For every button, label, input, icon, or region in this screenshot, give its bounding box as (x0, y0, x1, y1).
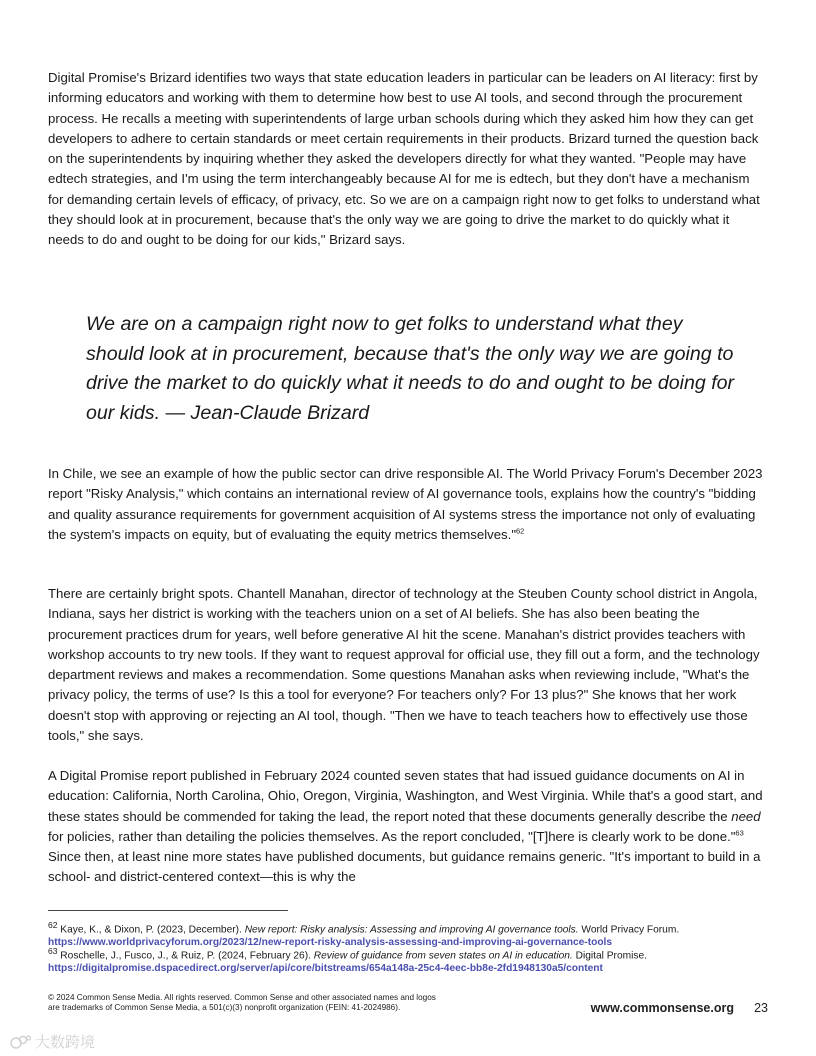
footnote-63 (48, 945, 768, 975)
copyright-notice (48, 993, 528, 1013)
footnote-number: 62 (48, 920, 58, 930)
footnote-title: New report: Risky analysis: Assessing and improving AI governance tools. (244, 924, 579, 936)
paragraph-dp-text-c: Since then, at least nine more states have published documents, but guidance remains generic. "It's important to build in a school- and district-centered context—this is why the (48, 849, 761, 885)
footnote-link-62[interactable]: https://www.worldprivacyforum.org/2023/12/new-report-risky-analysis-assessing-and-improving-ai-governance-tools (48, 936, 613, 948)
watermark (10, 1031, 95, 1052)
footnote-authors: Kaye, K., & Dixon, P. (2023, December). (57, 924, 245, 936)
copyright-line-2: are trademarks of Common Sense Media, a 501(c)(3) nonprofit organization (FEIN: 41-2024986). (48, 1003, 401, 1013)
pull-quote: We are on a campaign right now to get folks to understand what they should look at in procurement, because that's the only way we are going to drive the market to do quickly what it needs to do and ought to be doing for our kids. — Jean-Claude Brizard (86, 313, 735, 424)
footnote-authors: Roschelle, J., Fusco, J., & Ruiz, P. (2024, February 26). (57, 950, 314, 962)
paragraph-chile-text: In Chile, we see an example of how the public sector can drive responsible AI. The World Privacy Forum's December 2023 report "Risky Analysis," which contains an international review of AI governance tools, explains how the country's "bidding and quality assurance requirements for government acquisition of AI systems stress the importance not only of evaluating the system's impacts on equity, but of evaluating the equity metrics themselves." (48, 466, 763, 542)
paragraph-dp-emphasis: need (731, 808, 761, 824)
watermark-logo-icon (10, 1034, 32, 1050)
footer-website-link[interactable]: www.commonsense.org (590, 1001, 734, 1015)
footnote-publisher: Digital Promise. (572, 950, 647, 962)
paragraph-dp-text-b: for policies, rather than detailing the policies themselves. As the report concluded, "[T]here is clearly work to be done." (48, 828, 736, 844)
paragraph-brizard: Digital Promise's Brizard identifies two ways that state education leaders in particular can be leaders on AI literacy: first by informing educators and working with them to determine how best to use AI tools, and second through the procurement process. He recalls a meeting with superintendents of large urban schools during which they asked him how they can get developers to adhere to certain standards or meet certain requirements in their products. Brizard turned the question back on the superintendents by inquiring whether they asked the developers directly for what they wanted. "People may have edtech strategies, and I'm using the term interchangeably because AI for me is edtech, but they don't have a mechanism for demanding certain levels of efficacy, of privacy, etc. So we are on a campaign right now to get folks to understand what they should look at in procurement, because that's the only way we are going to drive the market to do quickly what it needs to do and ought to be doing for our kids," Brizard says. (48, 70, 760, 248)
paragraph-manahan: There are certainly bright spots. Chantell Manahan, director of technology at the Steuben County school district in Angola, Indiana, says her district is working with the teachers union on a set of AI beliefs. She has also been beating the procurement practices drum for years, well before generative AI hit the scene. Manahan's district provides teachers with workshop accounts to try new tools. If they want to request approval for official use, they fill out a form, and the technology department reviews and makes a recommendation. Some questions Manahan asks when reviewing include, "What's the privacy policy, the terms of use? Is this a tool for everyone? For teachers only? For 13 plus?" She knows that her work doesn't stop with approving or rejecting an AI tool, though. "Then we have to teach teachers how to effectively use those tools," she says. (48, 586, 760, 744)
copyright-line-1: © 2024 Common Sense Media. All rights reserved. Common Sense and other associated names and logos (48, 993, 436, 1002)
paragraph-chile (48, 464, 768, 545)
footnote-ref-63[interactable]: 63 (735, 828, 744, 838)
paragraph-digital-promise (48, 766, 768, 888)
page-number: 23 (754, 1001, 768, 1015)
footnote-ref-62[interactable]: 62 (516, 526, 525, 536)
paragraph-dp-text-a: A Digital Promise report published in February 2024 counted seven states that had issued guidance documents on AI in education: California, North Carolina, Ohio, Oregon, Virginia, Washington, and West Virginia. While that's a good start, and these states should be commended for taking the lead, the report noted that these documents generally describe the (48, 768, 763, 824)
footnote-divider (48, 910, 288, 911)
watermark-text: 大数跨境 (35, 1034, 96, 1051)
footnote-publisher: World Privacy Forum. (578, 924, 680, 936)
footnote-number: 63 (48, 946, 58, 956)
footnote-title: Review of guidance from seven states on AI in education. (313, 950, 573, 962)
footnote-link-63[interactable]: https://digitalpromise.dspacedirect.org/server/api/core/bitstreams/654a148a-25c4-4eec-bb8e-2fd1948130a5/content (48, 962, 603, 974)
